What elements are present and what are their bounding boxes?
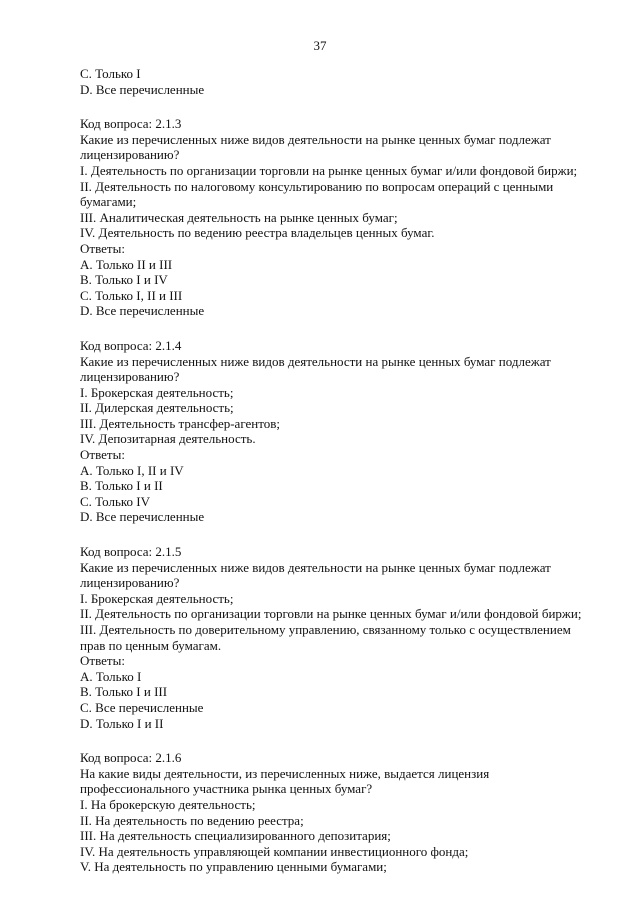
question-text-line: прав по ценным бумагам. — [80, 637, 222, 653]
question-text-line: D. Все перечисленные — [80, 509, 205, 525]
question-text-line: II. Деятельность по налоговому консультированию по вопросам операций с ценными — [80, 178, 554, 194]
block-spacer — [80, 319, 600, 338]
question-text-line: профессионального участника рынка ценных бумаг? — [80, 781, 373, 797]
question-text-line: Какие из перечисленных ниже видов деятельности на рынке ценных бумаг подлежат — [80, 559, 551, 575]
block-spacer — [80, 525, 600, 544]
question-text-line: I. На брокерскую деятельность; — [80, 796, 256, 812]
question-text-line: II. На деятельность по ведению реестра; — [80, 812, 304, 828]
question-block — [80, 544, 600, 731]
question-code: Код вопроса: 2.1.6 — [80, 750, 182, 766]
question-code: Код вопроса: 2.1.5 — [80, 544, 182, 560]
question-text-line: IV. Депозитарная деятельность. — [80, 431, 256, 447]
answer-line: D. Все перечисленные — [80, 81, 205, 97]
question-text-line: Ответы: — [80, 653, 125, 669]
block-spacer — [80, 97, 600, 116]
question-text-line: C. Только IV — [80, 493, 151, 509]
question-text-line: Какие из перечисленных ниже видов деятельности на рынке ценных бумаг подлежат — [80, 131, 551, 147]
page-number: 37 — [313, 38, 327, 53]
question-text-line: бумагами; — [80, 194, 137, 210]
question-text-line: I. Брокерская деятельность; — [80, 590, 234, 606]
question-text-line: B. Только I и IV — [80, 272, 168, 288]
question-text-line: II. Дилерская деятельность; — [80, 400, 234, 416]
question-text-line: III. Деятельность по доверительному управлению, связанному только с осуществлением — [80, 622, 571, 637]
document-body — [80, 66, 600, 875]
question-text-line: B. Только I и II — [80, 478, 163, 494]
question-text-line: лицензированию? — [80, 575, 180, 591]
question-code: Код вопроса: 2.1.3 — [80, 116, 182, 132]
question-text-line: I. Деятельность по организации торговли на рынке ценных бумаг и/или фондовой биржи; — [80, 162, 578, 178]
question-text-line: II. Деятельность по организации торговли на рынке ценных бумаг и/или фондовой биржи; — [80, 606, 582, 622]
question-text-line: C. Все перечисленные — [80, 699, 204, 715]
question-text-line: B. Только I и III — [80, 684, 168, 700]
question-text-line: A. Только II и III — [80, 256, 173, 272]
block-spacer — [80, 731, 600, 750]
question-text-line: I. Брокерская деятельность; — [80, 384, 234, 400]
question-text-line: A. Только I, II и IV — [80, 462, 184, 478]
question-text-line: IV. Деятельность по ведению реестра владельцев ценных бумаг. — [80, 225, 435, 241]
question-text-line: A. Только I — [80, 668, 142, 684]
question-text-line: C. Только I, II и III — [80, 287, 183, 303]
question-list — [80, 97, 600, 875]
question-text-line: На какие виды деятельности, из перечисленных ниже, выдается лицензия — [80, 765, 490, 781]
question-text-line: III. Деятельность трансфер-агентов; — [80, 415, 280, 431]
question-text-line: Какие из перечисленных ниже видов деятельности на рынке ценных бумаг подлежат — [80, 353, 551, 369]
question-text-line: лицензированию? — [80, 147, 180, 163]
answer-line: C. Только I — [80, 66, 141, 81]
question-text-line: лицензированию? — [80, 369, 180, 385]
question-text-line: V. На деятельность по управлению ценными бумагами; — [80, 859, 387, 875]
question-text-line: D. Только I и II — [80, 715, 164, 731]
question-block — [80, 116, 600, 319]
question-text-line: III. Аналитическая деятельность на рынке ценных бумаг; — [80, 209, 398, 225]
question-block — [80, 750, 600, 875]
question-text-line: Ответы: — [80, 447, 125, 463]
question-text-line: D. Все перечисленные — [80, 303, 205, 319]
question-text-line: III. На деятельность специализированного депозитария; — [80, 828, 391, 844]
question-text-line: IV. На деятельность управляющей компании инвестиционного фонда; — [80, 843, 469, 859]
question-text-line: Ответы: — [80, 240, 125, 256]
question-block — [80, 338, 600, 525]
question-code: Код вопроса: 2.1.4 — [80, 337, 182, 353]
